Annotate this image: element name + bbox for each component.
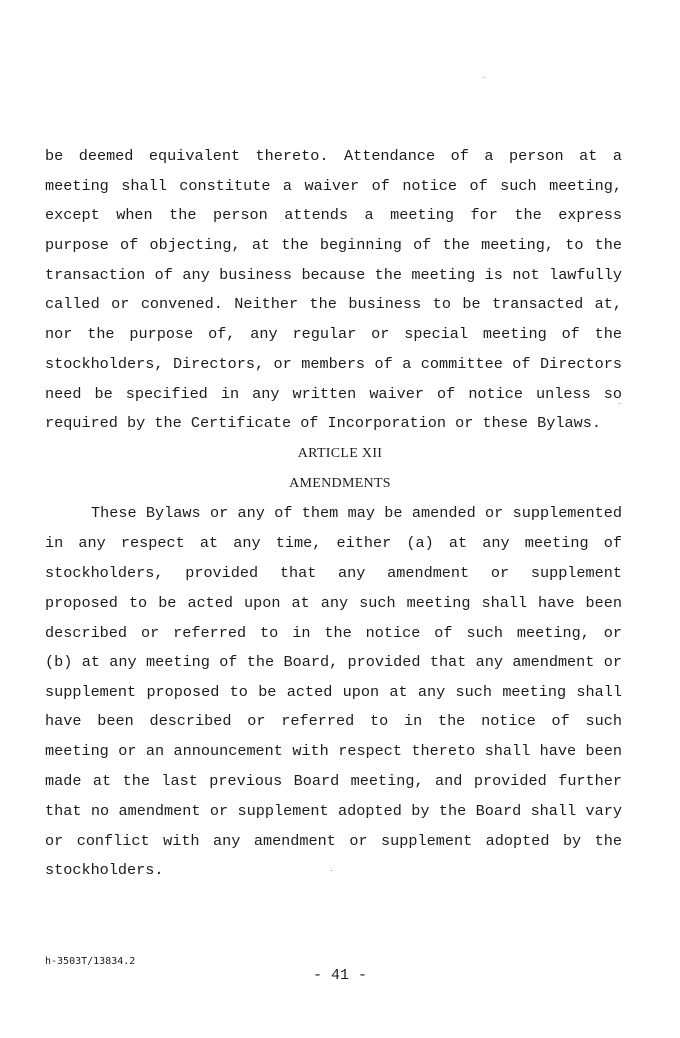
document-id-footer: h-3503T/13834.2 (45, 956, 136, 967)
text-line: transaction of any business because the meeting is not lawfully (45, 266, 622, 284)
text-line: stockholders, Directors, or members of a committee of Directors (45, 355, 622, 373)
text-line: purpose of objecting, at the beginning of the meeting, to the (45, 236, 622, 254)
text-line: need be specified in any written waiver of notice unless so (45, 385, 622, 403)
text-line: described or referred to in the notice of such meeting, or (45, 624, 622, 642)
text-line: made at the last previous Board meeting, and provided further (45, 772, 622, 790)
text-line: called or convened. Neither the business to be transacted at, (45, 295, 622, 313)
text-line: required by the Certificate of Incorporation or these Bylaws. (45, 414, 601, 432)
text-line: nor the purpose of, any regular or special meeting of the (45, 325, 622, 343)
text-line: meeting or an announcement with respect thereto shall have been (45, 742, 622, 760)
text-line: (b) at any meeting of the Board, provided that any amendment or (45, 653, 622, 671)
text-line: stockholders. (45, 861, 164, 879)
text-line: supplement proposed to be acted upon at any such meeting shall (45, 683, 622, 701)
scan-speck (619, 403, 620, 404)
text-line: in any respect at any time, either (a) at any meeting of (45, 534, 622, 552)
page-number: - 41 - (312, 967, 367, 984)
text-line: have been described or referred to in the notice of such (45, 712, 622, 730)
article-heading: ARTICLE XII (297, 446, 383, 461)
text-line: be deemed equivalent thereto. Attendance of a person at a (45, 147, 622, 165)
scan-speck (331, 870, 332, 871)
article-title: AMENDMENTS (289, 476, 391, 491)
text-line: that no amendment or supplement adopted by the Board shall vary (45, 802, 622, 820)
text-line: meeting shall constitute a waiver of notice of such meeting, (45, 177, 622, 195)
text-line: These Bylaws or any of them may be amended or supplemented (91, 504, 622, 522)
text-line: stockholders, provided that any amendment or supplement (45, 564, 622, 582)
text-line: or conflict with any amendment or supplement adopted by the (45, 832, 622, 850)
text-line: except when the person attends a meeting for the express (45, 206, 622, 224)
scan-speck (483, 77, 484, 78)
text-line: proposed to be acted upon at any such meeting shall have been (45, 594, 622, 612)
